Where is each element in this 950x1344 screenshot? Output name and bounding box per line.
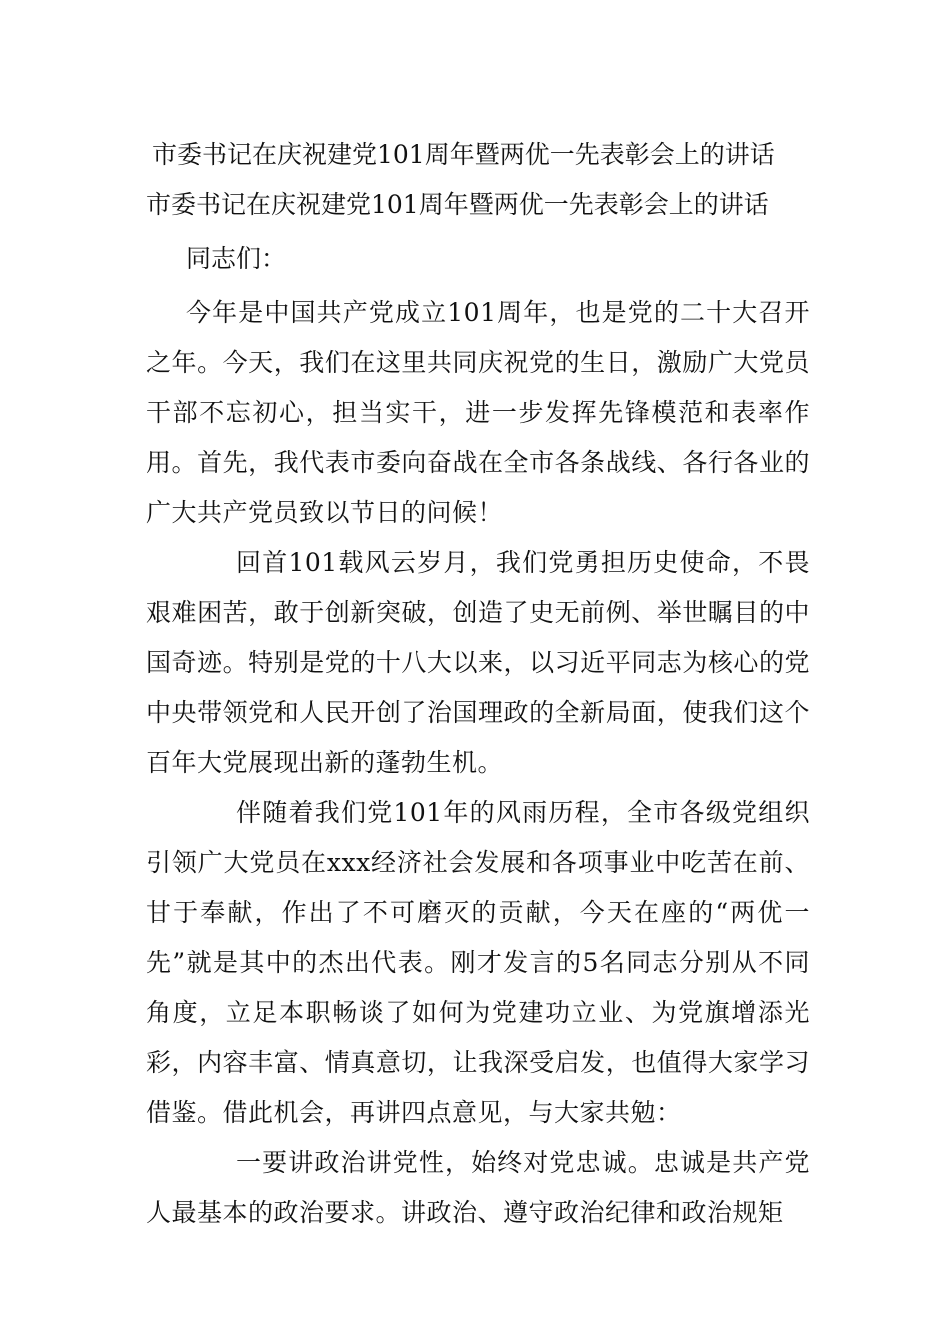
document-body [146,130,810,1238]
paragraph-2: 回首101载风云岁月，我们党勇担历史使命，不畏艰难困苦，敢于创新突破，创造了史无前例、举世瞩目的中国奇迹。特别是党的十八大以来，以习近平同志为核心的党中央带领党和人民开创了治国理政的全新局面，使我们这个百年大党展现出新的蓬勃生机。 [146,548,810,777]
document-title: 市委书记在庆祝建党101周年暨两优一先表彰会上的讲话 [152,140,775,169]
salutation: 同志们： [186,244,287,273]
paragraph-3: 伴随着我们党101年的风雨历程，全市各级党组织引领广大党员在xxx经济社会发展和各项事业中吃苦在前、甘于奉献，作出了不可磨灭的贡献，今天在座的“两优一先”就是其中的杰出代表。刚才发言的5名同志分别从不同角度，立足本职畅谈了如何为党建功立业、为党旗增添光彩，内容丰富、情真意切，让我深受启发，也值得大家学习借鉴。借此机会，再讲四点意见，与大家共勉： [146,798,810,1127]
paragraph-1: 今年是中国共产党成立101周年，也是党的二十大召开之年。今天，我们在这里共同庆祝党的生日，激励广大党员干部不忘初心，担当实干，进一步发挥先锋模范和表率作用。首先，我代表市委向奋战在全市各条战线、各行各业的广大共产党员致以节日的问候！ [146,298,810,527]
paragraph-4: 一要讲政治讲党性，始终对党忠诚。忠诚是共产党人最基本的政治要求。讲政治、遵守政治纪律和政治规矩 [146,1148,810,1227]
document-title-repeat: 市委书记在庆祝建党101周年暨两优一先表彰会上的讲话 [146,190,769,219]
